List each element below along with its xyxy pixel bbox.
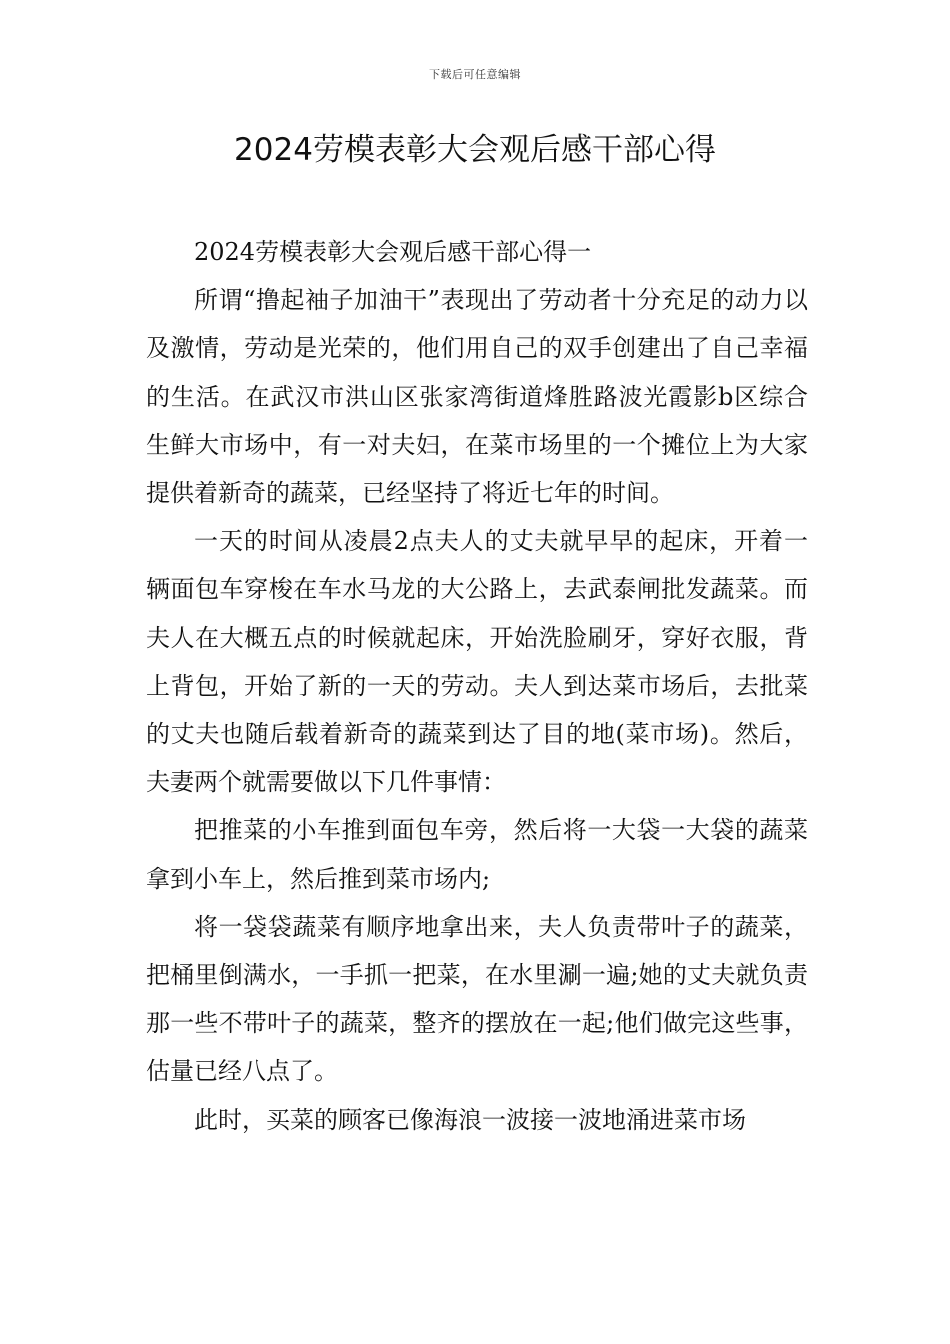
header-note: 下载后可任意编辑 bbox=[429, 68, 521, 81]
body-paragraph: 将一袋袋蔬菜有顺序地拿出来，夫人负责带叶子的蔬菜，把桶里倒满水，一手抓一把菜，在水里涮一遍;她的丈夫就负责那一些不带叶子的蔬菜，整齐的摆放在一起;他们做完这些事，估量已经八点了。 bbox=[146, 912, 808, 1086]
body-paragraph: 所谓“撸起袖子加油干”表现出了劳动者十分充足的动力以及激情，劳动是光荣的，他们用自己的双手创建出了自己幸福的生活。在武汉市洪山区张家湾街道烽胜路波光霞影b区综合生鲜大市场中，有一对夫妇，在菜市场里的一个摊位上为大家提供着新奇的蔬菜，已经坚持了将近七年的时间。 bbox=[146, 286, 808, 508]
body-paragraph: 此时，买菜的顾客已像海浪一波接一波地涌进菜市场 bbox=[194, 1105, 746, 1134]
document-title: 2024劳模表彰大会观后感干部心得 bbox=[234, 132, 716, 168]
subtitle-paragraph: 2024劳模表彰大会观后感干部心得一 bbox=[194, 238, 592, 266]
document-body bbox=[146, 228, 808, 1144]
body-paragraph: 把推菜的小车推到面包车旁，然后将一大袋一大袋的蔬菜拿到小车上，然后推到菜市场内; bbox=[146, 816, 808, 893]
body-paragraph: 一天的时间从凌晨2点夫人的丈夫就早早的起床，开着一辆面包车穿梭在车水马龙的大公路上，去武泰闸批发蔬菜。而夫人在大概五点的时候就起床，开始洗脸刷牙，穿好衣服，背上背包，开始了新的一天的劳动。夫人到达菜市场后，去批菜的丈夫也随后载着新奇的蔬菜到达了目的地(菜市场)。然后，夫妻两个就需要做以下几件事情： bbox=[146, 527, 808, 797]
